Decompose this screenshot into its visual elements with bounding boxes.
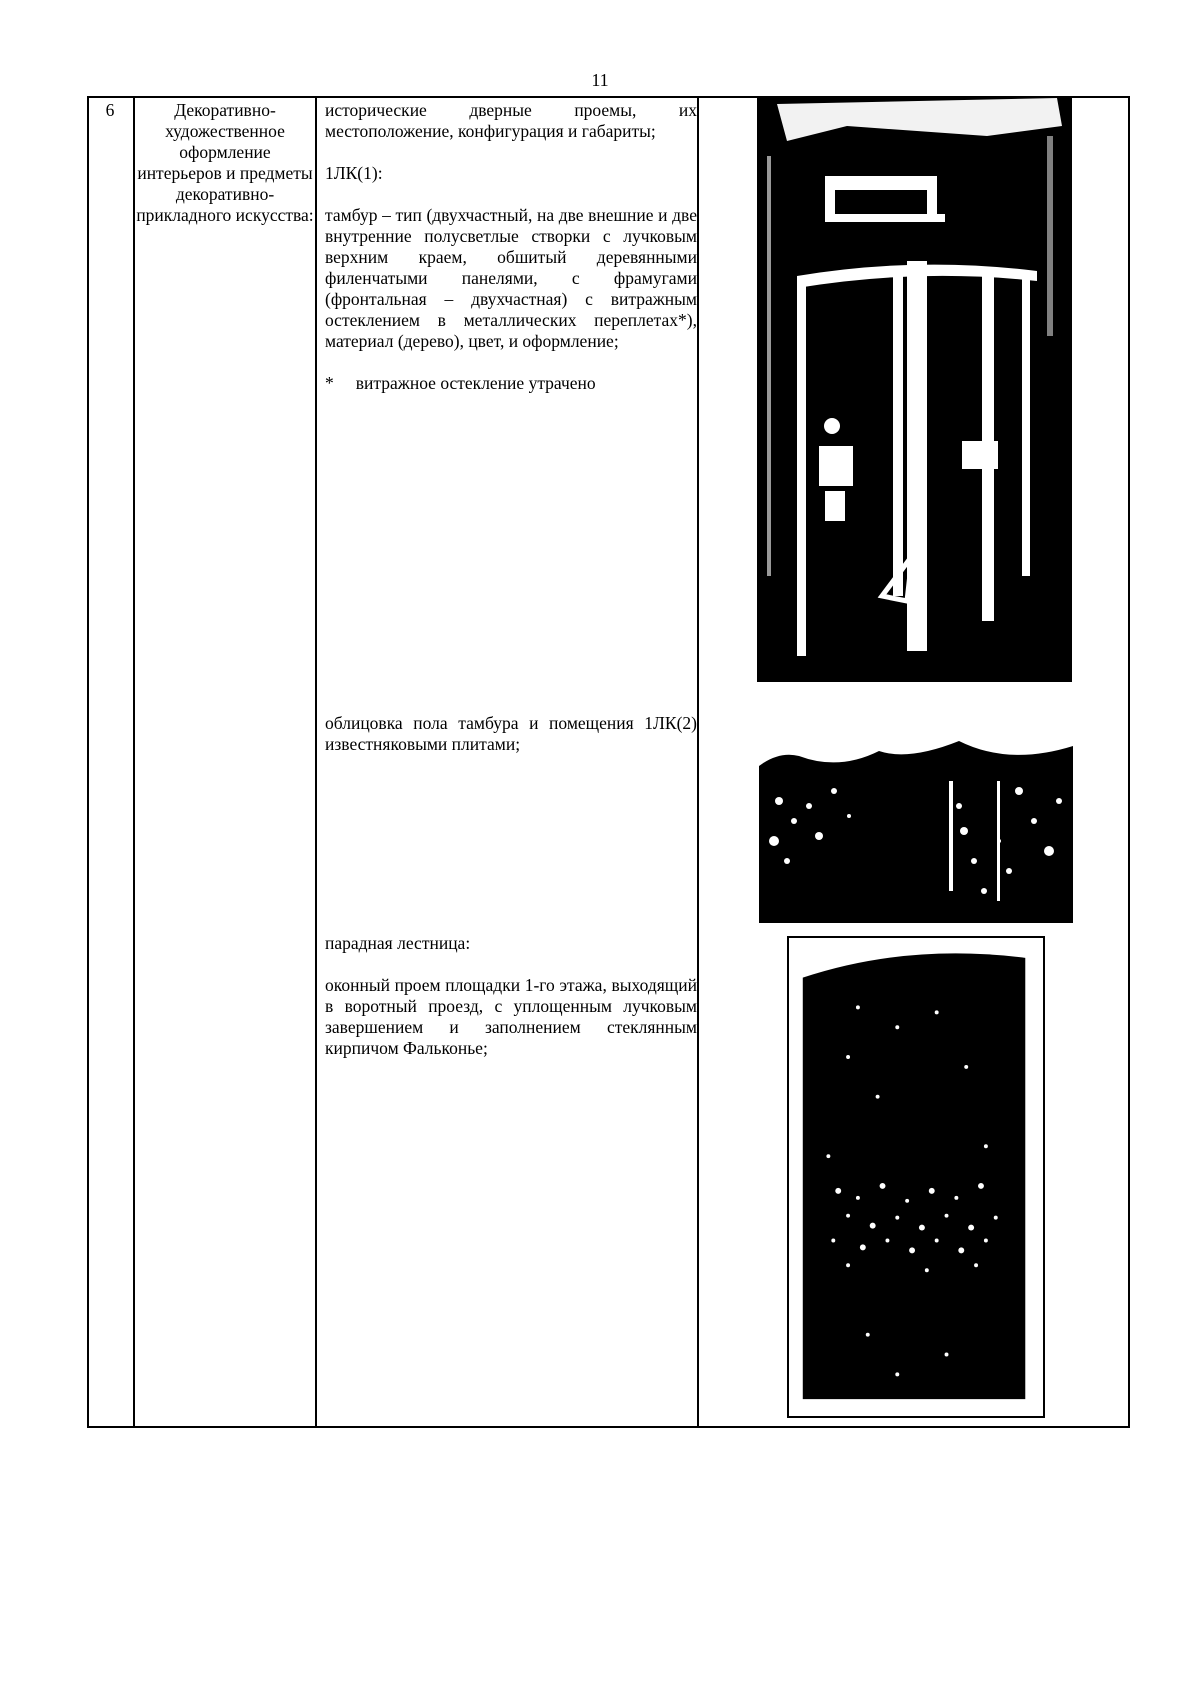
footnote xyxy=(325,373,697,394)
window-opening-photo xyxy=(787,936,1045,1418)
staircase-label: парадная лестница: xyxy=(325,933,471,953)
page-number: 11 xyxy=(591,70,609,90)
staircase-block xyxy=(325,933,697,1059)
monument-table xyxy=(87,96,1130,1428)
window-opening-text: оконный проем площадки 1-го этажа, выходящий в воротный проезд, с уплощенным лучковым завершением и заполнением стеклянным кирпичом Фальконье; xyxy=(325,975,697,1058)
column-divider-2 xyxy=(315,96,317,1428)
footnote-mark: * xyxy=(325,373,334,393)
column-divider-3 xyxy=(697,96,699,1428)
room-label: 1ЛК(1): xyxy=(325,163,383,183)
row-number: 6 xyxy=(105,100,115,120)
floor-cladding-text: облицовка пола тамбура и помещения 1ЛК(2) известняковыми плитами; xyxy=(325,713,697,754)
table-left-border xyxy=(87,96,89,1428)
column-divider-1 xyxy=(133,96,135,1428)
door-openings-block xyxy=(325,100,697,394)
floor-cladding-photo xyxy=(759,711,1073,923)
floor-cladding-block xyxy=(325,713,697,755)
footnote-text: витражное остекление утрачено xyxy=(355,373,596,393)
tambour-door-photo xyxy=(757,96,1072,682)
category-cell: Декоративно-художественное оформление интерьеров и предметы декоративно-прикладного искусства: xyxy=(136,100,314,225)
tambour-description: тамбур – тип (двухчастный, на две внешние и две внутренние полусветлые створки с лучковым верхним краем, обшитый деревянными филенчатыми панелями, с фрамугами (фронтальная – двухчастная) с витражным остеклением в металлических переплетах*), материал (дерево), цвет, и оформление; xyxy=(325,205,697,351)
table-bottom-border xyxy=(87,1426,1130,1428)
door-openings-intro: исторические дверные проемы, их местоположение, конфигурация и габариты; xyxy=(325,100,697,141)
table-right-border xyxy=(1128,96,1130,1428)
